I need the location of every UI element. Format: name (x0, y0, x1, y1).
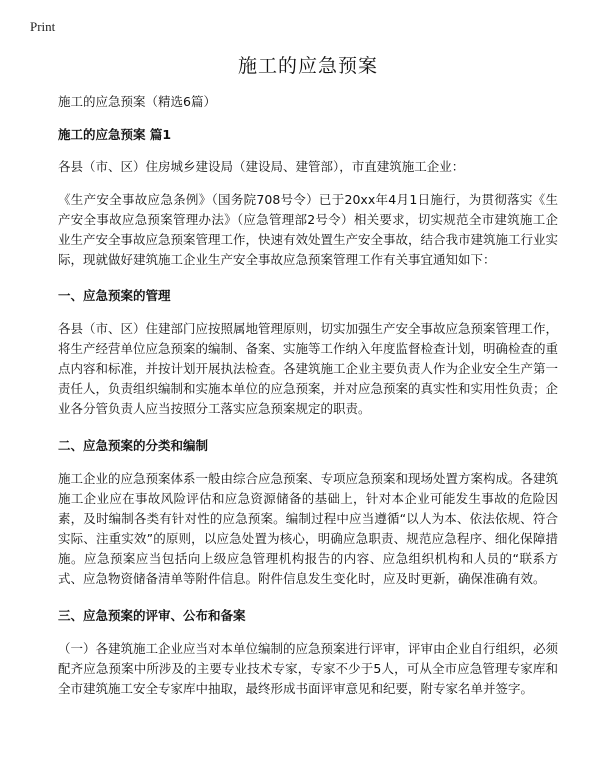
article-heading: 施工的应急预案 篇1 (58, 127, 172, 142)
document-body (58, 52, 558, 699)
section-heading-review: 三、应急预案的评审、公布和备案 (58, 608, 246, 623)
document-subtitle: 施工的应急预案（精选6篇） (58, 94, 216, 109)
section-heading-classification: 二、应急预案的分类和编制 (58, 438, 209, 453)
section-body-classification: 施工企业的应急预案体系一般由综合应急预案、专项应急预案和现场处置方案构成。各建筑施工企业应在事故风险评估和应急资源储备的基础上，针对本企业可能发生事故的危险因素，及时编制各类有针对性的应急预案。编制过程中应当遵循“以人为本、依法依规、符合实际、注重实效”的原则，以应急处置为核心，明确应急职责、规范应急程序、细化保障措施。应急预案应当包括向上级应急管理机构报告的内容、应急组织机构和人员的“联系方式、应急物资储备清单等附件信息。附件信息发生变化时，应及时更新，确保准确有效。 (58, 471, 559, 586)
greeting-paragraph: 各县（市、区）住房城乡建设局（建设局、建管部），市直建筑施工企业： (58, 159, 465, 174)
intro-paragraph: 《生产安全事故应急条例》（国务院708号令）已于20xx年4月1日施行，为贯彻落实《生产安全事故应急预案管理办法》（应急管理部2号令）相关要求，切实规范全市建筑施工企业生产安全事故应急预案管理工作，快速有效处置生产安全事故，结合我市建筑施工行业实际，现就做好建筑施工企业生产安全事故应急预案管理工作有关事宜通知如下： (58, 192, 559, 267)
print-link[interactable]: Print (30, 19, 56, 34)
section-body-management: 各县（市、区）住建部门应按照属地管理原则，切实加强生产安全事故应急预案管理工作，将生产经营单位应急预案的编制、备案、实施等工作纳入年度监督检查计划，明确检查的重点内容和标准，并按计划开展执法检查。各建筑施工企业主要负责人作为企业安全生产第一责任人，负责组织编制和实施本单位的应急预案，并对应急预案的真实性和实用性负责；企业各分管负责人应当按照分工落实应急预案规定的职责。 (58, 321, 559, 416)
document-title: 施工的应急预案 (237, 55, 378, 77)
section-heading-management: 一、应急预案的管理 (58, 288, 171, 303)
section-body-review: （一）各建筑施工企业应当对本单位编制的应急预案进行评审，评审由企业自行组织，必须配齐应急预案中所涉及的主要专业技术专家，专家不少于5人，可从全市应急管理专家库和全市建筑施工安全专家库中抽取，最终形成书面评审意见和纪要，附专家名单并签字。 (58, 641, 559, 696)
